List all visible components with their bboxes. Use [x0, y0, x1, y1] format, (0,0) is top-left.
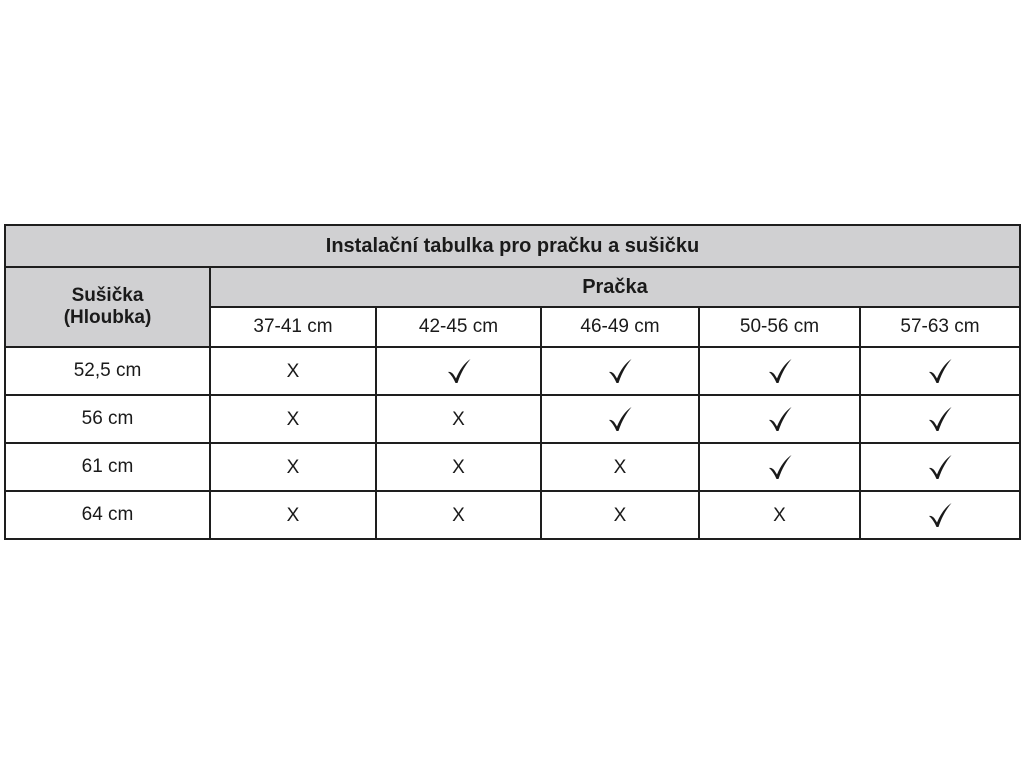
compat-cell: [860, 347, 1020, 395]
compat-cell: [699, 347, 860, 395]
compat-cell: [376, 347, 541, 395]
cross-mark: X: [286, 408, 300, 430]
column-header: 37-41 cm: [210, 307, 376, 347]
row-label: 61 cm: [5, 443, 210, 491]
checkmark-icon: [767, 407, 793, 429]
cross-mark: X: [773, 504, 786, 526]
checkmark-icon: [607, 407, 633, 429]
compat-cell: [376, 443, 541, 491]
column-header: 50-56 cm: [699, 307, 860, 347]
compat-cell: [860, 395, 1020, 443]
cross-mark: X: [452, 456, 465, 478]
column-header: 46-49 cm: [541, 307, 699, 347]
checkmark-icon: [767, 359, 793, 381]
table-row: [5, 347, 1020, 395]
compat-cell: [210, 443, 376, 491]
cross-mark: X: [286, 504, 300, 526]
compat-cell: [541, 443, 699, 491]
checkmark-icon: [927, 359, 953, 381]
title-row: [5, 225, 1020, 267]
checkmark-icon: [927, 503, 953, 525]
installation-table: [4, 224, 1021, 540]
cross-mark: X: [452, 408, 465, 430]
cross-mark: X: [613, 504, 627, 526]
compat-cell: [210, 395, 376, 443]
row-label: 52,5 cm: [5, 347, 210, 395]
compat-cell: [376, 491, 541, 539]
checkmark-icon: [446, 359, 472, 381]
table-row: [5, 491, 1020, 539]
dryer-header-label: Sušička: [71, 285, 144, 306]
table-title: Instalační tabulka pro pračku a sušičku: [5, 225, 1020, 267]
table-row: [5, 443, 1020, 491]
row-label: 64 cm: [5, 491, 210, 539]
compat-cell: [860, 491, 1020, 539]
compat-cell: [376, 395, 541, 443]
column-header: 42-45 cm: [376, 307, 541, 347]
compat-cell: [210, 491, 376, 539]
cross-mark: X: [613, 456, 627, 478]
cross-mark: X: [286, 456, 300, 478]
checkmark-icon: [767, 455, 793, 477]
header-row-1: [5, 267, 1020, 307]
compat-cell: [860, 443, 1020, 491]
compat-cell: [699, 443, 860, 491]
column-header: 57-63 cm: [860, 307, 1020, 347]
compat-cell: [541, 395, 699, 443]
compat-cell: [210, 347, 376, 395]
installation-table-wrapper: [4, 224, 1019, 540]
compat-cell: [541, 347, 699, 395]
washer-header: Pračka: [210, 267, 1020, 307]
compat-cell: [541, 491, 699, 539]
row-label: 56 cm: [5, 395, 210, 443]
dryer-header: [5, 267, 210, 347]
compat-cell: [699, 491, 860, 539]
table-row: [5, 395, 1020, 443]
checkmark-icon: [927, 407, 953, 429]
compat-cell: [699, 395, 860, 443]
cross-mark: X: [452, 504, 465, 526]
checkmark-icon: [607, 359, 633, 381]
checkmark-icon: [927, 455, 953, 477]
cross-mark: X: [286, 360, 300, 382]
dryer-header-sublabel: (Hloubka): [63, 307, 152, 328]
